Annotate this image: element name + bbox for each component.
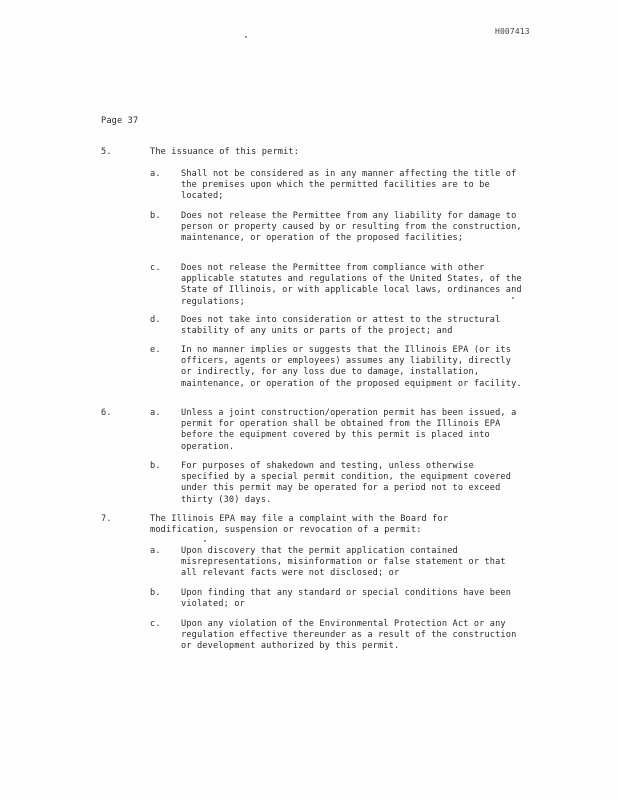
item-letter: e. (150, 345, 161, 355)
condition-number: 7. (101, 514, 112, 524)
item-text: In no manner implies or suggests that the Illinois EPA (or its officers, agents or employees) assumes any liability, directly or indirectly, for any loss due to damage, installation, maintenance, or operation of the proposed equipment or facility. (181, 345, 522, 389)
condition-intro: The Illinois EPA may file a complaint with the Board for modification, suspension or revocation of a permit: (150, 514, 449, 536)
item-letter: c. (150, 263, 161, 273)
page-number: Page 37 (101, 116, 139, 126)
item-text: Upon any violation of the Environmental Protection Act or any regulation effective thereunder as a result of the construction or development authorized by this permit. (181, 619, 517, 652)
item-letter: b. (150, 461, 161, 471)
item-text: Shall not be considered as in any manner affecting the title of the premises upon which the permitted facilities are to be located; (181, 169, 517, 202)
scan-speck (512, 297, 514, 299)
item-text: Upon finding that any standard or special conditions have been violated; or (181, 588, 512, 610)
item-text: Does not take into consideration or attest to the structural stability of any units or parts of the project; and (181, 315, 501, 337)
item-text: Unless a joint construction/operation permit has been issued, a permit for operation shall be obtained from the Illinois EPA before the equipment covered by this permit is placed into operation. (181, 408, 517, 452)
item-letter: b. (150, 211, 161, 221)
item-letter: a. (150, 408, 161, 418)
item-text: Does not release the Permittee from any liability for damage to person or property caused by or resulting from the construction, maintenance, or operation of the proposed facilities; (181, 211, 522, 244)
item-letter: a. (150, 546, 161, 556)
condition-number: 6. (101, 408, 112, 418)
condition-number: 5. (101, 147, 112, 157)
item-text: Does not release the Permittee from compliance with other applicable statutes and regulations of the United States, of the State of Illinois, or with applicable local laws, ordinances and regulations; (181, 263, 522, 307)
item-text: Upon discovery that the permit application contained misrepresentations, misinformation or false statement or that all relevant facts were not disclosed; or (181, 546, 506, 579)
item-letter: c. (150, 619, 161, 629)
item-letter: b. (150, 588, 161, 598)
item-letter: a. (150, 169, 161, 179)
item-text: For purposes of shakedown and testing, unless otherwise specified by a special permit condition, the equipment covered under this permit may be operated for a period not to exceed thirty (30) days. (181, 461, 512, 505)
scan-speck (204, 540, 206, 542)
condition-intro: The issuance of this permit: (150, 147, 300, 157)
document-id: H007413 (495, 27, 530, 36)
scan-speck (245, 36, 247, 38)
item-letter: d. (150, 315, 161, 325)
